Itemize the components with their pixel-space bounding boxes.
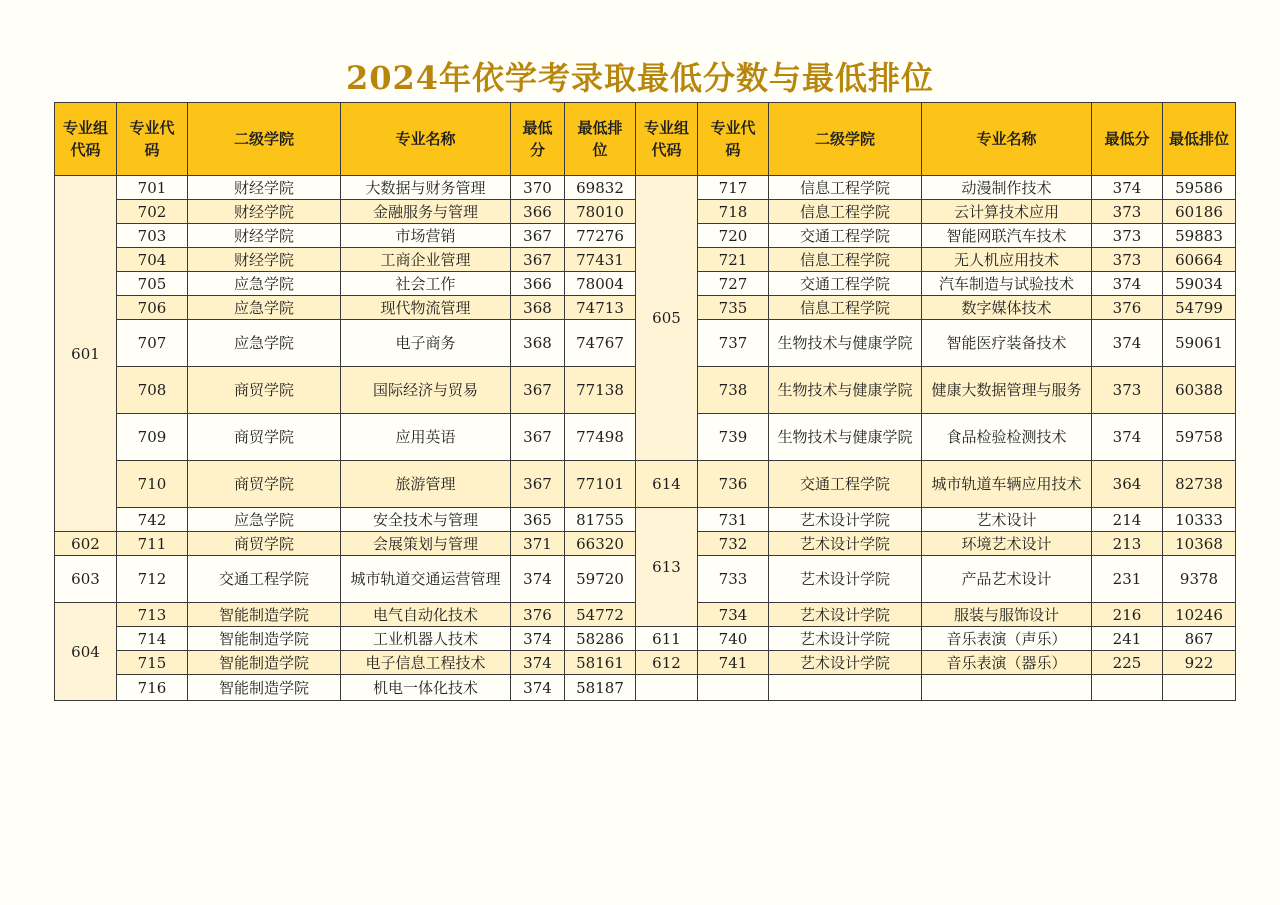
min-score-cell: 367: [511, 461, 565, 508]
major-code-cell: 737: [698, 320, 769, 367]
header-group-code: 专业组代码: [636, 103, 698, 176]
major-code-cell: 718: [698, 200, 769, 224]
min-rank-cell: 78004: [565, 272, 636, 296]
major-name-cell: 数字媒体技术: [922, 296, 1092, 320]
major-code-cell: 709: [117, 414, 188, 461]
page-title: 2024年依学考录取最低分数与最低排位: [345, 59, 935, 97]
major-name-cell: 智能医疗装备技术: [922, 320, 1092, 367]
min-score-cell: 374: [511, 675, 565, 701]
major-name-cell: 云计算技术应用: [922, 200, 1092, 224]
min-score-cell: 374: [1092, 272, 1163, 296]
min-score-cell: 366: [511, 200, 565, 224]
major-name-cell: 安全技术与管理: [341, 508, 511, 532]
major-name-cell: 应用英语: [341, 414, 511, 461]
major-name-cell: 城市轨道车辆应用技术: [922, 461, 1092, 508]
group-code-cell: 601: [55, 176, 117, 532]
min-score-cell: 373: [1092, 248, 1163, 272]
table-row: [55, 508, 1236, 532]
min-score-cell: 374: [511, 627, 565, 651]
major-name-cell: 电子信息工程技术: [341, 651, 511, 675]
min-score-cell: 373: [1092, 367, 1163, 414]
major-name-cell: 服装与服饰设计: [922, 603, 1092, 627]
min-rank-cell: 77498: [565, 414, 636, 461]
min-rank-cell: 54772: [565, 603, 636, 627]
header-min-score: 最低分: [511, 103, 565, 176]
header-major-code: 专业代码: [117, 103, 188, 176]
major-code-cell: 717: [698, 176, 769, 200]
min-rank-cell: 77138: [565, 367, 636, 414]
college-cell: 商贸学院: [188, 532, 341, 556]
header-major-name: 专业名称: [922, 103, 1092, 176]
major-code-cell: 703: [117, 224, 188, 248]
min-rank-cell: 10246: [1163, 603, 1236, 627]
major-code-cell: 702: [117, 200, 188, 224]
college-cell: 财经学院: [188, 248, 341, 272]
min-score-cell: 374: [511, 651, 565, 675]
college-cell: 生物技术与健康学院: [769, 414, 922, 461]
major-name-cell: 音乐表演（器乐）: [922, 651, 1092, 675]
min-score-cell: 366: [511, 272, 565, 296]
college-cell: 交通工程学院: [188, 556, 341, 603]
group-code-cell: 613: [636, 508, 698, 627]
major-name-cell: 智能网联汽车技术: [922, 224, 1092, 248]
empty-cell: [1092, 675, 1163, 701]
empty-cell: [922, 675, 1092, 701]
min-score-cell: 374: [1092, 320, 1163, 367]
header-college: 二级学院: [188, 103, 341, 176]
major-code-cell: 734: [698, 603, 769, 627]
min-rank-cell: 58286: [565, 627, 636, 651]
major-name-cell: 汽车制造与试验技术: [922, 272, 1092, 296]
min-score-cell: 365: [511, 508, 565, 532]
college-cell: 应急学院: [188, 272, 341, 296]
major-code-cell: 714: [117, 627, 188, 651]
table-row: [55, 627, 1236, 651]
major-code-cell: 708: [117, 367, 188, 414]
table-row: [55, 176, 1236, 200]
major-name-cell: 会展策划与管理: [341, 532, 511, 556]
min-rank-cell: 58187: [565, 675, 636, 701]
college-cell: 信息工程学院: [769, 248, 922, 272]
major-name-cell: 机电一体化技术: [341, 675, 511, 701]
major-code-cell: 712: [117, 556, 188, 603]
major-name-cell: 艺术设计: [922, 508, 1092, 532]
min-score-cell: 367: [511, 248, 565, 272]
college-cell: 商贸学院: [188, 461, 341, 508]
major-name-cell: 环境艺术设计: [922, 532, 1092, 556]
table-row: [55, 461, 1236, 508]
min-score-cell: 374: [511, 556, 565, 603]
min-score-cell: 376: [511, 603, 565, 627]
college-cell: 艺术设计学院: [769, 603, 922, 627]
college-cell: 应急学院: [188, 296, 341, 320]
major-code-cell: 710: [117, 461, 188, 508]
major-code-cell: 731: [698, 508, 769, 532]
admission-score-table: [54, 102, 1236, 701]
min-rank-cell: 60664: [1163, 248, 1236, 272]
major-code-cell: 740: [698, 627, 769, 651]
major-code-cell: 704: [117, 248, 188, 272]
major-code-cell: 720: [698, 224, 769, 248]
college-cell: 财经学院: [188, 224, 341, 248]
major-name-cell: 旅游管理: [341, 461, 511, 508]
group-code-cell: 614: [636, 461, 698, 508]
header-major-code: 专业代码: [698, 103, 769, 176]
min-rank-cell: 78010: [565, 200, 636, 224]
min-score-cell: 213: [1092, 532, 1163, 556]
college-cell: 艺术设计学院: [769, 556, 922, 603]
min-score-cell: 367: [511, 224, 565, 248]
header-major-name: 专业名称: [341, 103, 511, 176]
empty-cell: [1163, 675, 1236, 701]
min-score-cell: 374: [1092, 414, 1163, 461]
major-name-cell: 金融服务与管理: [341, 200, 511, 224]
min-rank-cell: 867: [1163, 627, 1236, 651]
min-score-cell: 214: [1092, 508, 1163, 532]
min-rank-cell: 922: [1163, 651, 1236, 675]
major-code-cell: 732: [698, 532, 769, 556]
min-rank-cell: 59061: [1163, 320, 1236, 367]
min-rank-cell: 66320: [565, 532, 636, 556]
min-score-cell: 225: [1092, 651, 1163, 675]
min-rank-cell: 58161: [565, 651, 636, 675]
min-rank-cell: 69832: [565, 176, 636, 200]
major-name-cell: 动漫制作技术: [922, 176, 1092, 200]
major-code-cell: 713: [117, 603, 188, 627]
min-rank-cell: 59720: [565, 556, 636, 603]
college-cell: 应急学院: [188, 320, 341, 367]
min-rank-cell: 54799: [1163, 296, 1236, 320]
college-cell: 艺术设计学院: [769, 532, 922, 556]
major-code-cell: 716: [117, 675, 188, 701]
min-rank-cell: 60186: [1163, 200, 1236, 224]
header-min-score: 最低分: [1092, 103, 1163, 176]
group-code-cell: 612: [636, 651, 698, 675]
min-score-cell: 216: [1092, 603, 1163, 627]
college-cell: 生物技术与健康学院: [769, 320, 922, 367]
major-name-cell: 产品艺术设计: [922, 556, 1092, 603]
major-name-cell: 社会工作: [341, 272, 511, 296]
min-rank-cell: 81755: [565, 508, 636, 532]
major-code-cell: 742: [117, 508, 188, 532]
group-code-cell: 603: [55, 556, 117, 603]
header-college: 二级学院: [769, 103, 922, 176]
major-name-cell: 工业机器人技术: [341, 627, 511, 651]
min-score-cell: 370: [511, 176, 565, 200]
major-code-cell: 705: [117, 272, 188, 296]
college-cell: 财经学院: [188, 200, 341, 224]
min-rank-cell: 59758: [1163, 414, 1236, 461]
major-code-cell: 741: [698, 651, 769, 675]
major-name-cell: 食品检验检测技术: [922, 414, 1092, 461]
major-code-cell: 701: [117, 176, 188, 200]
min-score-cell: 231: [1092, 556, 1163, 603]
min-score-cell: 367: [511, 367, 565, 414]
group-code-cell: 605: [636, 176, 698, 461]
header-min-rank: 最低排位: [1163, 103, 1236, 176]
major-code-cell: 736: [698, 461, 769, 508]
college-cell: 商贸学院: [188, 414, 341, 461]
major-name-cell: 大数据与财务管理: [341, 176, 511, 200]
min-rank-cell: 59586: [1163, 176, 1236, 200]
header-group-code: 专业组代码: [55, 103, 117, 176]
college-cell: 信息工程学院: [769, 296, 922, 320]
min-score-cell: 371: [511, 532, 565, 556]
empty-cell: [698, 675, 769, 701]
min-score-cell: 368: [511, 320, 565, 367]
college-cell: 商贸学院: [188, 367, 341, 414]
major-code-cell: 727: [698, 272, 769, 296]
min-rank-cell: 60388: [1163, 367, 1236, 414]
college-cell: 智能制造学院: [188, 627, 341, 651]
major-name-cell: 无人机应用技术: [922, 248, 1092, 272]
min-rank-cell: 10368: [1163, 532, 1236, 556]
major-name-cell: 音乐表演（声乐）: [922, 627, 1092, 651]
major-name-cell: 健康大数据管理与服务: [922, 367, 1092, 414]
major-code-cell: 738: [698, 367, 769, 414]
min-rank-cell: 59034: [1163, 272, 1236, 296]
college-cell: 艺术设计学院: [769, 651, 922, 675]
major-code-cell: 715: [117, 651, 188, 675]
header-min-rank: 最低排位: [565, 103, 636, 176]
college-cell: 信息工程学院: [769, 176, 922, 200]
major-name-cell: 现代物流管理: [341, 296, 511, 320]
major-code-cell: 706: [117, 296, 188, 320]
college-cell: 艺术设计学院: [769, 627, 922, 651]
min-rank-cell: 77431: [565, 248, 636, 272]
group-code-cell: 611: [636, 627, 698, 651]
table-row: [55, 651, 1236, 675]
college-cell: 交通工程学院: [769, 224, 922, 248]
min-score-cell: 376: [1092, 296, 1163, 320]
min-rank-cell: 74767: [565, 320, 636, 367]
college-cell: 生物技术与健康学院: [769, 367, 922, 414]
college-cell: 财经学院: [188, 176, 341, 200]
min-rank-cell: 77101: [565, 461, 636, 508]
min-score-cell: 368: [511, 296, 565, 320]
major-code-cell: 733: [698, 556, 769, 603]
college-cell: 应急学院: [188, 508, 341, 532]
min-rank-cell: 9378: [1163, 556, 1236, 603]
min-rank-cell: 77276: [565, 224, 636, 248]
major-name-cell: 电气自动化技术: [341, 603, 511, 627]
major-code-cell: 711: [117, 532, 188, 556]
major-name-cell: 国际经济与贸易: [341, 367, 511, 414]
min-score-cell: 241: [1092, 627, 1163, 651]
empty-cell: [636, 675, 698, 701]
major-code-cell: 721: [698, 248, 769, 272]
min-score-cell: 367: [511, 414, 565, 461]
table-header-row: [55, 103, 1236, 176]
major-code-cell: 735: [698, 296, 769, 320]
min-rank-cell: 59883: [1163, 224, 1236, 248]
major-name-cell: 市场营销: [341, 224, 511, 248]
major-code-cell: 707: [117, 320, 188, 367]
min-score-cell: 373: [1092, 200, 1163, 224]
major-name-cell: 电子商务: [341, 320, 511, 367]
college-cell: 交通工程学院: [769, 461, 922, 508]
group-code-cell: 604: [55, 603, 117, 701]
college-cell: 智能制造学院: [188, 675, 341, 701]
min-rank-cell: 74713: [565, 296, 636, 320]
college-cell: 智能制造学院: [188, 603, 341, 627]
college-cell: 智能制造学院: [188, 651, 341, 675]
major-code-cell: 739: [698, 414, 769, 461]
major-name-cell: 城市轨道交通运营管理: [341, 556, 511, 603]
group-code-cell: 602: [55, 532, 117, 556]
min-score-cell: 364: [1092, 461, 1163, 508]
college-cell: 交通工程学院: [769, 272, 922, 296]
min-rank-cell: 82738: [1163, 461, 1236, 508]
min-score-cell: 374: [1092, 176, 1163, 200]
min-score-cell: 373: [1092, 224, 1163, 248]
college-cell: 艺术设计学院: [769, 508, 922, 532]
table-row: [55, 675, 1236, 701]
min-rank-cell: 10333: [1163, 508, 1236, 532]
empty-cell: [769, 675, 922, 701]
major-name-cell: 工商企业管理: [341, 248, 511, 272]
college-cell: 信息工程学院: [769, 200, 922, 224]
